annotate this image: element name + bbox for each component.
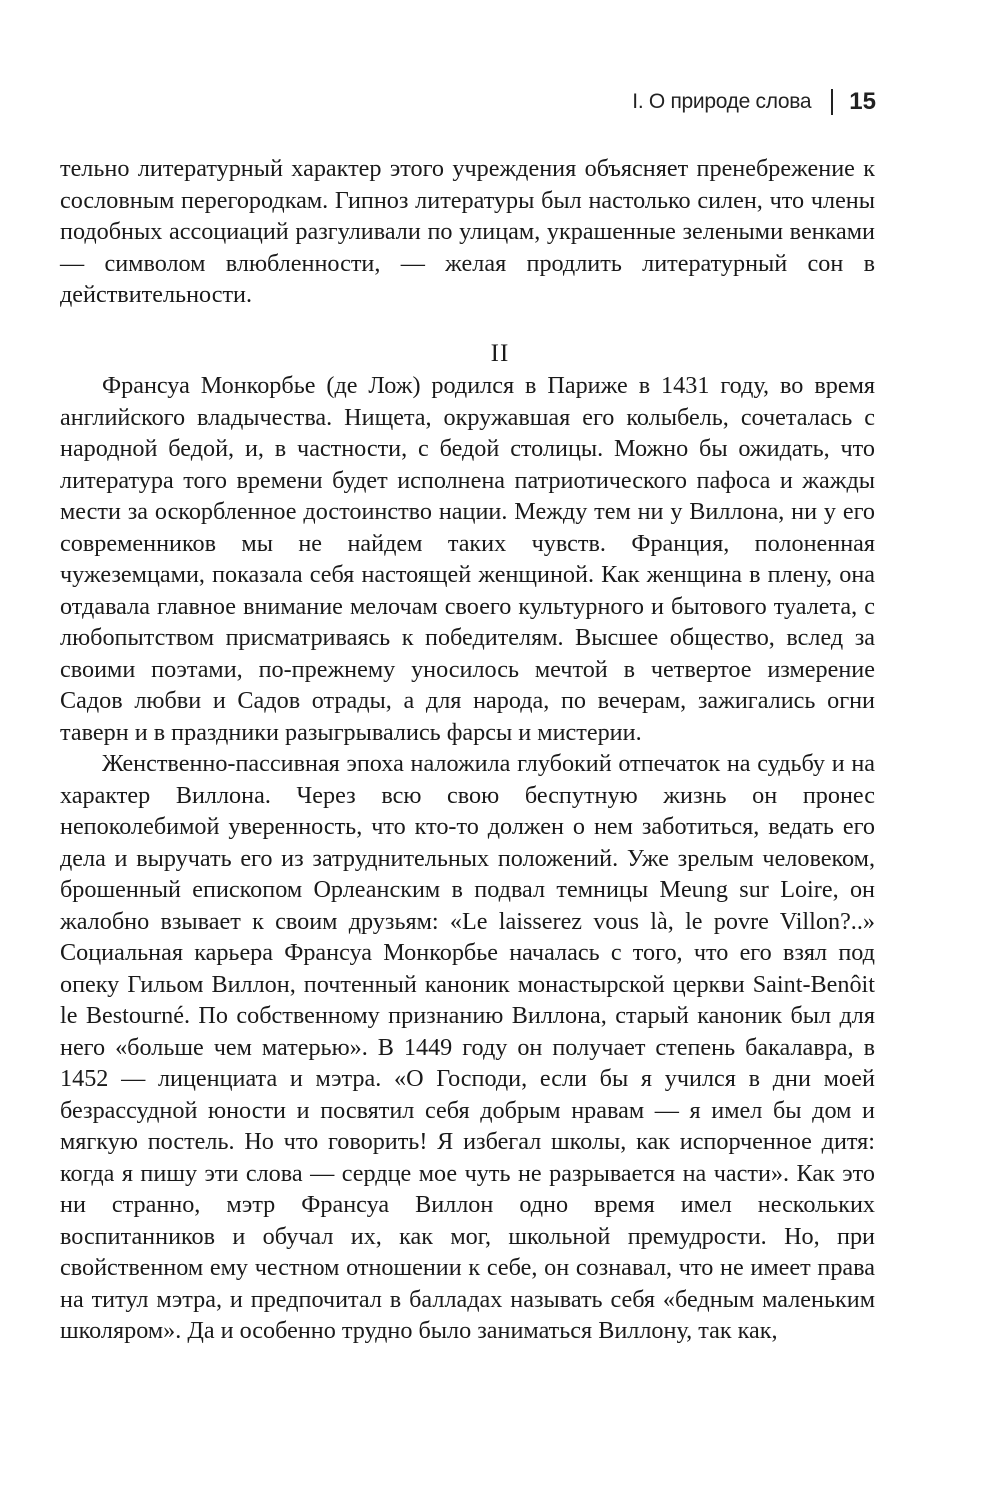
body-paragraph: Франсуа Монкорбье (де Лож) родился в Париже в 1431 году, во время английского владычества. Нищета, окружавшая его колыбель, сочеталась с народной бедой, и, в частности, с бедой столицы. Можно бы ожидать, что литература того времени будет исполнена патриотического пафоса и жажды мести за оскорбленное достоинство нации. Между тем ни у Виллона, ни у его современников мы не найдем таких чувств. Франция, полоненная чужеземцами, показала себя настоящей женщиной. Как женщина в плену, она отдавала главное внимание мелочам своего культурного и бытового туалета, с любопытством присматриваясь к победителям. Высшее общество, вслед за своими поэтами, по-прежнему уносилось мечтой в четвертое измерение Садов любви и Садов отрады, а для народа, по вечерам, зажигались огни таверн и в праздники разыгрывались фарсы и мистерии.	[60, 372, 875, 746]
header-divider	[831, 89, 833, 115]
running-header	[632, 88, 876, 116]
running-header-title: I. О природе слова	[632, 90, 812, 113]
section-body	[60, 370, 875, 1347]
continuation-paragraph: тельно литературный характер этого учреждения объясняет пренебрежение к сословным перегородкам. Гипноз литературы был настолько силен, что члены подобных ассоциаций разгуливали по улицам, украшенные зелеными венками — символом влюбленности, — желая продлить литературный сон в действительности.	[60, 155, 875, 308]
continuation-paragraph-block	[60, 153, 875, 311]
page-number: 15	[849, 88, 876, 115]
body-paragraph: Женственно-пассивная эпоха наложила глубокий отпечаток на судьбу и на характер Виллона. Через всю свою беспутную жизнь он пронес непоколебимой уверенность, что кто-то должен о нем заботиться, ведать его дела и выручать его из затруднительных положений. Уже зрелым человеком, брошенный епископом Орлеанским в подвал темницы Meung sur Loire, он жалобно взывает к своим друзьям: «Le laisserez vous là, le povre Villon?..» Социальная карьера Франсуа Монкорбье началась с того, что его взял под опеку Гильом Виллон, почтенный каноник монастырской церкви Saint-Benôit le Bestourné. По собственному признанию Виллона, старый каноник был для него «больше чем матерью». В 1449 году он получает степень бакалавра, в 1452 — лиценциата и мэтра. «О Господи, если бы я учился в дни моей безрассудной юности и посвятил себя добрым нравам — я имел бы дом и мягкую постель. Но что говорить! Я избегал школы, как испорченное дитя: когда я пишу эти слова — сердце мое чуть не разрывается на части». Как это ни странно, мэтр Франсуа Виллон одно время имел нескольких воспитанников и обучал их, как мог, школьной премудрости. Но, при свойственном ему честном отношении к себе, он сознавал, что не имеет права на титул мэтра, и предпочитал в балладах называть себя «бедным маленьким школяром». Да и особенно трудно было заниматься Виллону, так как,	[60, 750, 875, 1344]
section-heading: II	[490, 340, 510, 367]
